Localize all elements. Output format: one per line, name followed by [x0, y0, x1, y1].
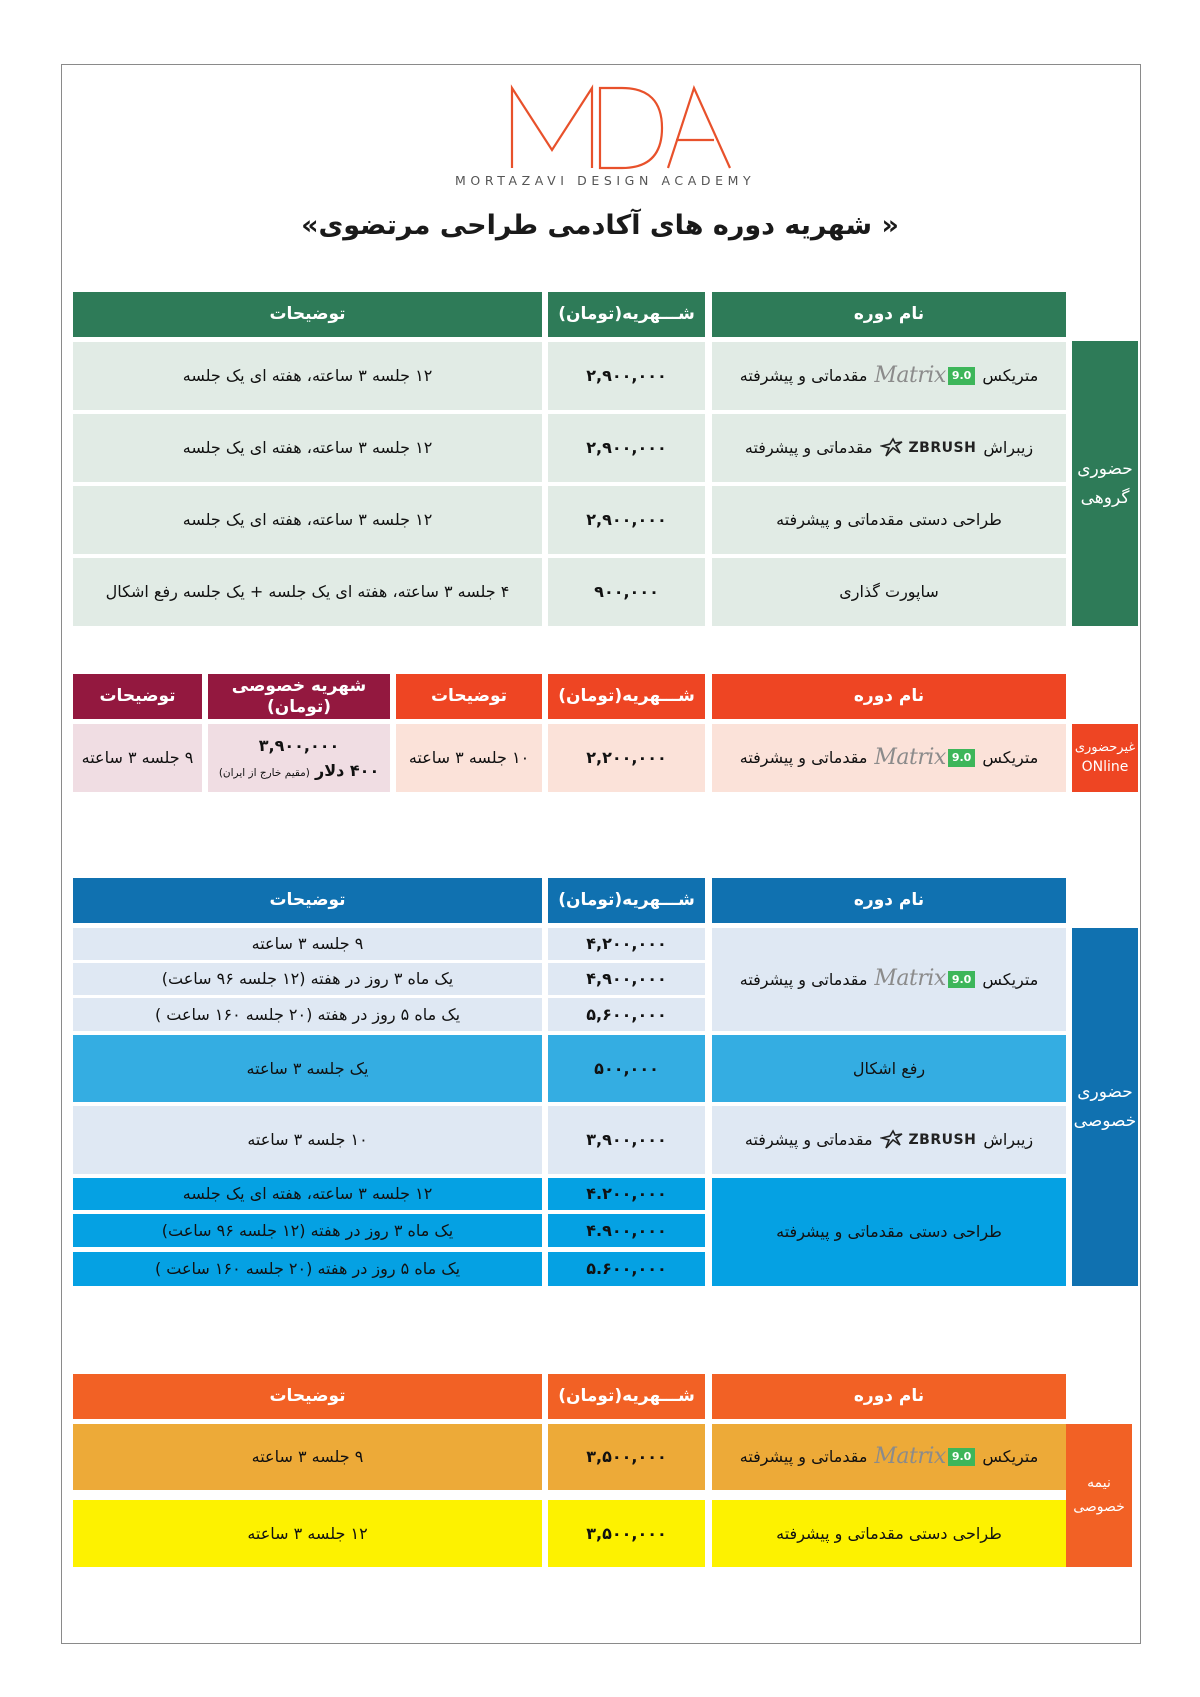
matrix-logo: [874, 1444, 975, 1470]
description-cell: یک ماه ۵ روز در هفته (۲۰ جلسه ۱۶۰ ساعت ): [73, 1252, 542, 1286]
course-level-text: مقدماتی و پیشرفته: [744, 1130, 873, 1150]
price-cell: ۲,۹۰۰,۰۰۰: [548, 486, 705, 554]
description-cell: ۹ جلسه ۳ ساعته: [73, 1424, 542, 1490]
matrix-wordmark: Matrix: [874, 744, 946, 770]
course-name-support: ساپورت گذاری: [712, 558, 1066, 626]
side-label-group-inperson: [1072, 341, 1138, 626]
side-label-line1: حضوری: [1077, 1082, 1133, 1103]
course-level-text: مقدماتی و پیشرفته: [739, 748, 868, 768]
course-name-text: زیبراش: [983, 438, 1034, 458]
description-cell: ۱۰ جلسه ۳ ساعته: [73, 1106, 542, 1174]
private-description-cell: ۹ جلسه ۳ ساعته: [73, 724, 202, 792]
zbrush-wordmark: ZBRUSH: [908, 439, 977, 456]
course-name-matrix: [712, 724, 1066, 792]
side-label-line2: ONline: [1081, 759, 1129, 776]
side-label-line1: غیرحضوری: [1074, 739, 1136, 755]
price-cell: ۴,۹۰۰,۰۰۰: [548, 963, 705, 995]
price-cell: ۲,۹۰۰,۰۰۰: [548, 342, 705, 410]
header-course-name: نام دوره: [712, 292, 1066, 337]
header-course-name: نام دوره: [712, 1374, 1066, 1419]
zbrush-figure-icon: [880, 437, 906, 459]
matrix-version-badge: 9.0: [948, 749, 976, 766]
matrix-logo: [874, 966, 975, 992]
description-cell: ۱۰ جلسه ۳ ساعته: [396, 724, 542, 792]
side-label-semi-private: [1066, 1424, 1132, 1567]
side-label-line2: خصوصی: [1073, 1498, 1125, 1515]
matrix-version-badge: 9.0: [948, 367, 976, 384]
header-price: شـــهریه(تومان): [548, 878, 705, 923]
description-cell: ۴ جلسه ۳ ساعته، هفته ای یک جلسه + یک جلسه رفع اشکال: [73, 558, 542, 626]
side-label-line1: نیمه: [1087, 1474, 1111, 1491]
course-name-matrix: [712, 342, 1066, 410]
description-cell: ۱۲ جلسه ۳ ساعته، هفته ای یک جلسه: [73, 1178, 542, 1210]
side-label-line1: حضوری: [1077, 458, 1133, 479]
private-price-usd: ۴۰۰ دلار: [315, 761, 380, 780]
matrix-wordmark: Matrix: [874, 1443, 946, 1469]
matrix-logo: [874, 745, 975, 771]
course-level-text: مقدماتی و پیشرفته: [744, 438, 873, 458]
price-cell: ۳,۵۰۰,۰۰۰: [548, 1500, 705, 1567]
matrix-logo: [874, 363, 975, 389]
header-price: شـــهریه(تومان): [548, 292, 705, 337]
private-price-usd-line: [219, 761, 379, 780]
page-title: « شهریه دوره های آکادمی طراحی مرتضوی»: [301, 210, 899, 241]
header-description: توضیحات: [73, 878, 542, 923]
price-cell: ۵.۶۰۰,۰۰۰: [548, 1252, 705, 1286]
course-name-text: متریکس: [982, 366, 1039, 386]
course-level-text: مقدماتی و پیشرفته: [739, 366, 868, 386]
course-name-text: متریکس: [982, 969, 1039, 989]
course-level-text: مقدماتی و پیشرفته: [739, 969, 868, 989]
zbrush-logo: [880, 437, 977, 459]
matrix-wordmark: Matrix: [874, 966, 946, 992]
price-cell: ۹۰۰,۰۰۰: [548, 558, 705, 626]
logo-subtitle: MORTAZAVI DESIGN ACADEMY: [455, 173, 756, 188]
header-description: توضیحات: [73, 292, 542, 337]
price-cell: ۲,۲۰۰,۰۰۰: [548, 724, 705, 792]
zbrush-logo: [880, 1129, 977, 1151]
course-name-drawing: طراحی دستی مقدماتی و پیشرفته: [712, 1500, 1066, 1567]
course-name-zbrush: [712, 1106, 1066, 1174]
price-cell: ۵,۶۰۰,۰۰۰: [548, 998, 705, 1031]
header-private-description: توضیحات: [73, 674, 202, 719]
description-cell: یک ماه ۳ روز در هفته (۱۲ جلسه ۹۶ ساعت): [73, 1214, 542, 1247]
header-course-name: نام دوره: [712, 674, 1066, 719]
price-cell: ۲,۹۰۰,۰۰۰: [548, 414, 705, 482]
header-price: شـــهریه(تومان): [548, 674, 705, 719]
price-cell: ۳,۹۰۰,۰۰۰: [548, 1106, 705, 1174]
course-name-zbrush: [712, 414, 1066, 482]
description-cell: یک ماه ۵ روز در هفته (۲۰ جلسه ۱۶۰ ساعت ): [73, 998, 542, 1031]
price-cell: ۳,۵۰۰,۰۰۰: [548, 1424, 705, 1490]
side-label-line2: خصوصی: [1073, 1111, 1137, 1131]
description-cell: ۱۲ جلسه ۳ ساعته: [73, 1500, 542, 1567]
description-cell: ۹ جلسه ۳ ساعته: [73, 928, 542, 960]
course-name-matrix: [712, 1424, 1066, 1490]
header-description: توضیحات: [396, 674, 542, 719]
private-price-note: (مقیم خارج از ایران): [218, 767, 310, 779]
course-name-text: متریکس: [982, 1447, 1039, 1467]
course-name-text: زیبراش: [983, 1130, 1034, 1150]
private-price-cell: [208, 724, 390, 792]
mda-logo-graphic: [440, 80, 760, 170]
header-private-price: شهریه خصوصی (تومان): [208, 674, 390, 719]
matrix-version-badge: 9.0: [948, 1448, 976, 1465]
private-price-toman: ۳,۹۰۰,۰۰۰: [258, 735, 340, 755]
course-name-drawing: طراحی دستی مقدماتی و پیشرفته: [712, 1178, 1066, 1286]
price-cell: ۴,۲۰۰,۰۰۰: [548, 928, 705, 960]
matrix-version-badge: 9.0: [948, 971, 976, 988]
zbrush-wordmark: ZBRUSH: [908, 1131, 977, 1148]
matrix-wordmark: Matrix: [874, 362, 946, 388]
zbrush-figure-icon: [880, 1129, 906, 1151]
price-cell: ۵۰۰,۰۰۰: [548, 1035, 705, 1102]
header-description: توضیحات: [73, 1374, 542, 1419]
description-cell: یک ماه ۳ روز در هفته (۱۲ جلسه ۹۶ ساعت): [73, 963, 542, 995]
description-cell: ۱۲ جلسه ۳ ساعته، هفته ای یک جلسه: [73, 486, 542, 554]
description-cell: ۱۲ جلسه ۳ ساعته، هفته ای یک جلسه: [73, 342, 542, 410]
course-level-text: مقدماتی و پیشرفته: [739, 1447, 868, 1467]
header-price: شـــهریه(تومان): [548, 1374, 705, 1419]
description-cell: ۱۲ جلسه ۳ ساعته، هفته ای یک جلسه: [73, 414, 542, 482]
course-name-drawing: طراحی دستی مقدماتی و پیشرفته: [712, 486, 1066, 554]
price-cell: ۴.۹۰۰,۰۰۰: [548, 1214, 705, 1247]
price-cell: ۴.۲۰۰,۰۰۰: [548, 1178, 705, 1210]
side-label-private-inperson: [1072, 928, 1138, 1286]
header-course-name: نام دوره: [712, 878, 1066, 923]
course-name-matrix: [712, 928, 1066, 1031]
course-name-debug: رفع اشکال: [712, 1035, 1066, 1102]
course-name-text: متریکس: [982, 748, 1039, 768]
side-label-line2: گروهی: [1080, 487, 1130, 508]
side-label-online: [1072, 724, 1138, 792]
description-cell: یک جلسه ۳ ساعته: [73, 1035, 542, 1102]
